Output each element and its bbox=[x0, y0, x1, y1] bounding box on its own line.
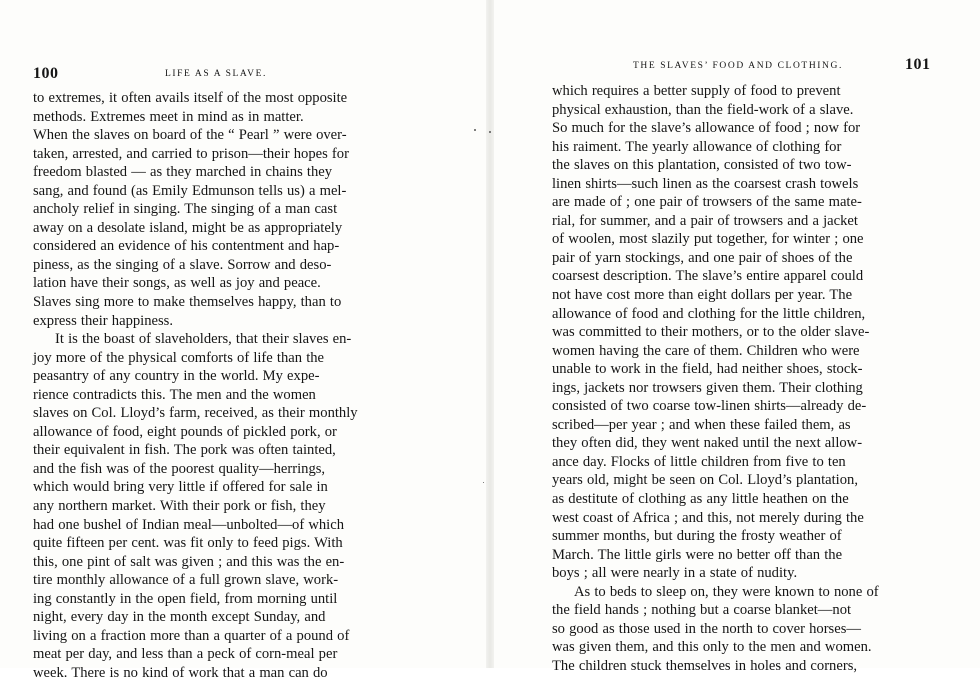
text-line: scribed—per year ; and when these failed them, as bbox=[552, 416, 851, 433]
text-line: allowance of food and clothing for the little children, bbox=[552, 305, 866, 322]
left-page-number: 100 bbox=[33, 65, 59, 82]
text-line: ancholy relief in singing. The singing of a man cast bbox=[33, 201, 338, 218]
right-page-body bbox=[552, 82, 948, 676]
text-line: away on a desolate island, might be as appropriately bbox=[33, 219, 343, 236]
text-line: of woolen, most slazily put together, for winter ; one bbox=[552, 231, 864, 248]
text-line: to extremes, it often avails itself of the most opposite bbox=[33, 90, 348, 106]
text-line: peasantry of any country in the world. My expe- bbox=[33, 368, 320, 385]
text-line: When the slaves on board of the “ Pearl ” were over- bbox=[33, 127, 347, 144]
text-line: as destitute of clothing as any little heathen on the bbox=[552, 491, 849, 508]
text-line: they often did, they went naked until the next allow- bbox=[552, 435, 863, 452]
text-line: which would bring very little if offered for sale in bbox=[33, 479, 328, 496]
text-line: rial, for summer, and a pair of trowsers and a jacket bbox=[552, 212, 858, 229]
text-line: physical exhaustion, than the field-work of a slave. bbox=[552, 101, 854, 118]
print-speck bbox=[483, 482, 484, 483]
text-line: considered an evidence of his contentment and hap- bbox=[33, 238, 340, 255]
text-line: linen shirts—such linen as the coarsest crash towels bbox=[552, 175, 859, 192]
print-speck bbox=[474, 129, 476, 131]
text-line: the slaves on this plantation, consisted of two tow- bbox=[552, 157, 852, 174]
text-line: the field hands ; nothing but a coarse blanket—not bbox=[552, 602, 852, 619]
text-line: week. There is no kind of work that a man can do bbox=[33, 664, 328, 681]
text-line: rience contradicts this. The men and the women bbox=[33, 386, 316, 403]
text-line: any northern market. With their pork or fish, they bbox=[33, 498, 326, 515]
text-line: summer months, but during the frosty weather of bbox=[552, 528, 842, 545]
text-line: piness, as the singing of a slave. Sorrow and deso- bbox=[33, 256, 332, 273]
text-line: years old, might be seen on Col. Lloyd’s plantation, bbox=[552, 472, 858, 489]
text-line: ing constantly in the open field, from morning until bbox=[33, 590, 338, 607]
text-line: ance day. Flocks of little children from five to ten bbox=[552, 453, 846, 470]
text-line: his raiment. The yearly allowance of clothing for bbox=[552, 138, 842, 155]
text-line: women having the care of them. Children who were bbox=[552, 342, 860, 359]
text-line: joy more of the physical comforts of life than the bbox=[33, 349, 325, 366]
text-line: which requires a better supply of food to prevent bbox=[552, 83, 841, 99]
text-line: So much for the slave’s allowance of food ; now for bbox=[552, 120, 861, 137]
text-line: sang, and found (as Emily Edmunson tells us) a mel- bbox=[33, 182, 347, 199]
text-line: Slaves sing more to make themselves happy, than to bbox=[33, 294, 342, 311]
text-line: was given them, and this only to the men and women. bbox=[552, 639, 872, 656]
text-line: was committed to their mothers, or to the older slave- bbox=[552, 324, 870, 341]
text-line: consisted of two coarse tow-linen shirts—already de- bbox=[552, 398, 867, 415]
print-speck bbox=[489, 131, 491, 133]
text-line: taken, arrested, and carried to prison—their hopes for bbox=[33, 145, 349, 162]
text-line: their equivalent in fish. The pork was often tainted, bbox=[33, 442, 336, 459]
text-line: ings, jackets nor trowsers given them. Their clothing bbox=[552, 379, 863, 396]
text-line: It is the boast of slaveholders, that their slaves en- bbox=[55, 331, 352, 348]
text-line: lation have their songs, as well as joy and peace. bbox=[33, 275, 321, 292]
left-running-head: LIFE AS A SLAVE. bbox=[165, 69, 267, 79]
text-line: night, every day in the month except Sunday, and bbox=[33, 609, 326, 626]
book-gutter bbox=[486, 0, 494, 668]
text-line: The children stuck themselves in holes and corners, bbox=[552, 657, 858, 674]
text-line: allowance of food, eight pounds of pickled pork, or bbox=[33, 423, 337, 440]
right-page-number: 101 bbox=[905, 56, 931, 73]
text-line: coarsest description. The slave’s entire apparel could bbox=[552, 268, 864, 285]
text-line: and the fish was of the poorest quality—herrings, bbox=[33, 460, 326, 477]
text-line: unable to work in the field, had neither shoes, stock- bbox=[552, 361, 863, 378]
text-line: meat per day, and less than a peck of corn-meal per bbox=[33, 646, 338, 663]
text-line: west coast of Africa ; and this, not merely during the bbox=[552, 509, 864, 526]
text-line: freedom blasted — as they marched in chains they bbox=[33, 164, 333, 181]
left-page-body bbox=[33, 89, 428, 683]
text-line: boys ; all were nearly in a state of nudity. bbox=[552, 565, 798, 582]
text-line: had one bushel of Indian meal—unbolted—of which bbox=[33, 516, 345, 533]
right-running-head: THE SLAVES’ FOOD AND CLOTHING. bbox=[633, 61, 843, 71]
text-line: this, one pint of salt was given ; and this was the en- bbox=[33, 553, 345, 570]
text-line: pair of yarn stockings, and one pair of shoes of the bbox=[552, 249, 853, 266]
text-line: quite fifteen per cent. was fit only to feed pigs. With bbox=[33, 535, 343, 552]
text-line: methods. Extremes meet in mind as in matter. bbox=[33, 108, 304, 125]
text-line: slaves on Col. Lloyd’s farm, received, as their monthly bbox=[33, 405, 358, 422]
text-line: As to beds to sleep on, they were known to none of bbox=[574, 583, 879, 600]
text-line: express their happiness. bbox=[33, 312, 174, 329]
text-line: so good as those used in the north to cover horses— bbox=[552, 620, 861, 637]
text-line: not have cost more than eight dollars per year. The bbox=[552, 287, 853, 304]
text-line: are made of ; one pair of trowsers of the same mate- bbox=[552, 194, 862, 211]
text-line: tire monthly allowance of a full grown slave, work- bbox=[33, 572, 339, 589]
text-line: March. The little girls were no better off than the bbox=[552, 546, 843, 563]
text-line: living on a fraction more than a quarter of a pound of bbox=[33, 627, 350, 644]
